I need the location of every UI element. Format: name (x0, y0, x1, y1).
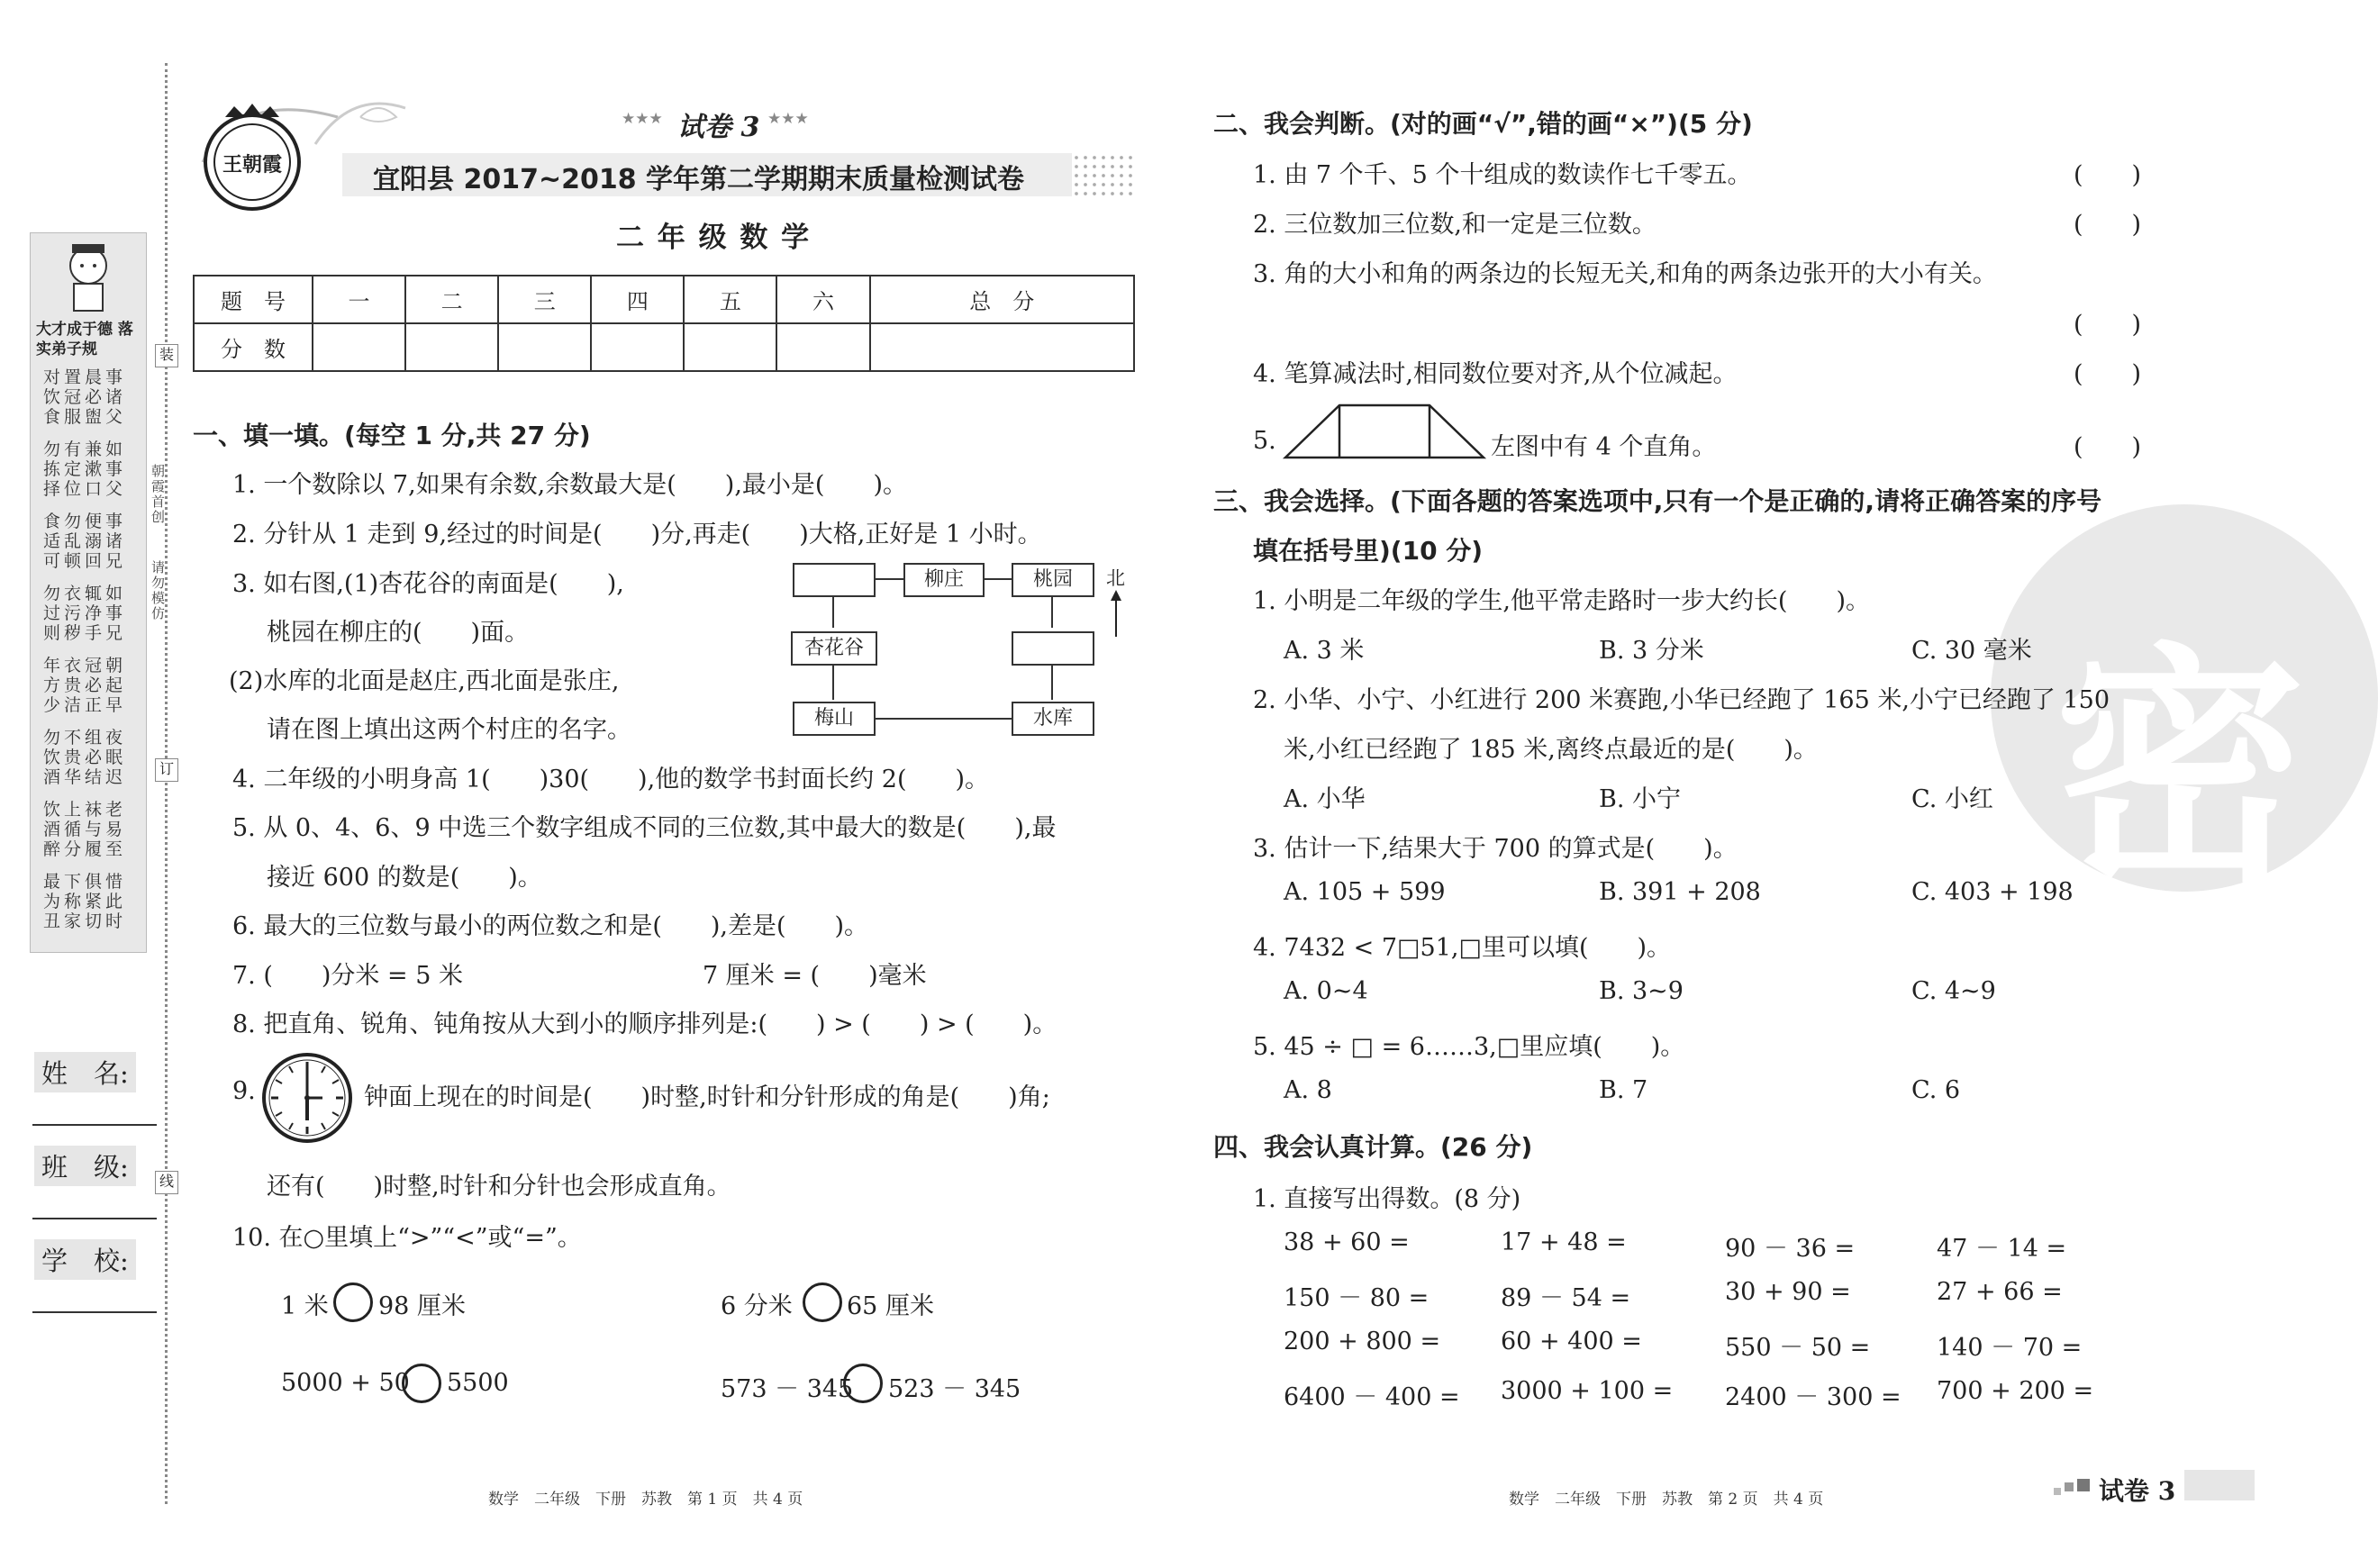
watermark-char: 密 (2054, 623, 2306, 917)
compare-circle-3[interactable] (402, 1364, 441, 1403)
score-table (193, 275, 1135, 372)
score-cell: 二 (405, 276, 498, 323)
s1-question-9b: 还有( )时整,时针和分针也会形成直角。 (267, 1173, 731, 1201)
class-field[interactable] (32, 1218, 157, 1219)
seal-tag: 装 (155, 344, 178, 367)
calc-item: 38 + 60 = (1284, 1228, 1410, 1256)
name-label: 姓 名: (34, 1052, 136, 1092)
s3-question-2a: 2. 小华、小宁、小红进行 200 米赛跑,小华已经跑了 165 米,小宁已经跑了 150 (1253, 686, 2110, 714)
score-input[interactable] (313, 323, 405, 371)
student-cartoon-icon (52, 239, 124, 320)
school-field[interactable] (32, 1311, 157, 1313)
section2-heading: 二、我会判断。(对的画“√”,错的画“×”)(5 分) (1213, 109, 1753, 139)
calc-item: 17 + 48 = (1501, 1228, 1627, 1256)
s1-question-4: 4. 二年级的小明身高 1( )30( ),他的数学书封面长约 2( )。 (232, 766, 990, 793)
title-band-dots (1072, 153, 1135, 196)
s1-question-2: 2. 分针从 1 走到 9,经过的时间是( )分,再走( )大格,正好是 1 小时。 (232, 521, 1042, 548)
s3-q1-option-c[interactable]: C. 30 毫米 (1911, 637, 2032, 665)
trapezoid-figure-icon (1284, 403, 1486, 459)
line-tag: 线 (155, 1171, 178, 1194)
map-blank-zhaozhuang[interactable] (1012, 631, 1094, 666)
s1-question-3c: (2)水库的北面是赵庄,西北面是张庄, (229, 667, 620, 695)
score-input[interactable] (405, 323, 498, 371)
footer-tag-band (2184, 1470, 2255, 1500)
s3-q3-option-b[interactable]: B. 391 + 208 (1599, 878, 1761, 906)
logo-text: 王朝霞 (222, 153, 283, 177)
s2-item-5-number: 5. (1253, 427, 1276, 455)
calc-item: 47 － 14 = (1937, 1235, 2067, 1263)
compare-3-left: 5000 + 50 (281, 1369, 410, 1397)
score-input[interactable] (591, 323, 684, 371)
calc-item: 550 － 50 = (1725, 1334, 1871, 1362)
compare-1-right: 98 厘米 (378, 1292, 466, 1320)
map-meishan: 梅山 (793, 702, 876, 736)
s3-q4-option-a[interactable]: A. 0~4 (1284, 977, 1368, 1005)
s1-question-3d: 请在图上填出这两个村庄的名字。 (267, 716, 631, 744)
s1-question-8: 8. 把直角、锐角、钝角按从大到小的顺序排列是:( ) > ( ) > ( )。 (232, 1011, 1057, 1038)
s1-question-5b: 接近 600 的数是( )。 (267, 864, 542, 892)
school-label: 学 校: (34, 1239, 136, 1280)
s3-question-1: 1. 小明是二年级的学生,他平常走路时一步大约长( )。 (1253, 587, 1870, 615)
map-road (1051, 666, 1053, 700)
calc-item: 60 + 400 = (1501, 1328, 1642, 1355)
bind-tag: 订 (155, 758, 178, 782)
s1-question-9-number: 9. (232, 1077, 256, 1105)
s3-question-4: 4. 7432 < 7□51,□里可以填( )。 (1253, 934, 1672, 962)
score-cell: 总 分 (870, 276, 1134, 323)
copyright-text-2: 请勿模仿 (150, 560, 166, 621)
s1-question-9a: 钟面上现在的时间是( )时整,时针和分针形成的角是( )角; (364, 1083, 1050, 1111)
answer-paren[interactable]: ( ) (2074, 433, 2142, 461)
s2-item-5: 左图中有 4 个直角。 (1491, 433, 1717, 461)
s3-question-5: 5. 45 ÷ □ = 6……3,□里应填( )。 (1253, 1033, 1685, 1061)
compare-circle-4[interactable] (843, 1364, 883, 1403)
s2-item-3: 3. 角的大小和角的两条边的长短无关,和角的两条边张开的大小有关。 (1253, 260, 1997, 288)
compare-circle-1[interactable] (333, 1282, 373, 1322)
score-cell: 五 (684, 276, 776, 323)
s3-q1-option-a[interactable]: A. 3 米 (1284, 637, 1365, 665)
s2-item-1: 1. 由 7 个千、5 个十组成的数读作七千零五。 (1253, 161, 1752, 189)
section4-heading: 四、我会认真计算。(26 分) (1213, 1132, 1533, 1162)
compare-1-left: 1 米 (281, 1292, 329, 1320)
subject-title: 二 年 级 数 学 (616, 222, 812, 254)
s1-question-7a: 7. ( )分米 = 5 米 (232, 962, 463, 990)
map-liuzhuang: 柳庄 (903, 563, 985, 597)
calc-item: 90 － 36 = (1725, 1235, 1856, 1263)
score-input[interactable] (498, 323, 591, 371)
score-cell: 四 (591, 276, 684, 323)
calc-item: 27 + 66 = (1937, 1278, 2063, 1306)
score-input[interactable] (684, 323, 776, 371)
compare-circle-2[interactable] (803, 1282, 842, 1322)
ribbon-icon (306, 90, 414, 153)
score-cell: 分 数 (194, 323, 313, 371)
footer-paper-tag: 试卷 3 (2099, 1476, 2176, 1506)
section3-heading: 三、我会选择。(下面各题的答案选项中,只有一个是正确的,请将正确答案的序号 (1213, 486, 2102, 516)
motto-title: 大才成于德 落实弟子规 (36, 321, 133, 358)
s3-q4-option-c[interactable]: C. 4~9 (1911, 977, 1996, 1005)
motto-grid: 对置晨事 饮冠必诸 食服盥父 勿有兼如 拣定漱事 择位口父 食勿便事 适乱溺诸 可顿回兄 勿衣辄如 过污净事 则秽手兄 年衣冠朝 方贵必起 少洁正早 勿不组夜 饮贵必眠 酒华结迟 饮上袜老 酒循与易 醉分履至 最下俱惜 为称紧此 丑家切时 (43, 367, 127, 931)
s3-q3-option-c[interactable]: C. 403 + 198 (1911, 878, 2074, 906)
calc-item: 150 － 80 = (1284, 1284, 1430, 1312)
star-left-icon: ★★★ (622, 110, 663, 128)
s3-q3-option-a[interactable]: A. 105 + 599 (1284, 878, 1446, 906)
s3-q1-option-b[interactable]: B. 3 分米 (1599, 637, 1704, 665)
map-road (1051, 595, 1053, 628)
answer-paren[interactable]: ( ) (2074, 360, 2142, 388)
exam-title: 宜阳县 2017~2018 学年第二学期期末质量检测试卷 (373, 164, 1025, 195)
map-blank-zhangzhuang[interactable] (793, 563, 876, 597)
calc-item: 140 － 70 = (1937, 1334, 2083, 1362)
s3-q5-option-a[interactable]: A. 8 (1284, 1076, 1332, 1104)
answer-paren[interactable]: ( ) (2074, 311, 2142, 339)
answer-paren[interactable]: ( ) (2074, 211, 2142, 239)
s3-q5-option-c[interactable]: C. 6 (1911, 1076, 1961, 1104)
fold-line (165, 63, 168, 1504)
score-cell: 一 (313, 276, 405, 323)
calc-item: 2400 － 300 = (1725, 1383, 1901, 1411)
s1-question-7b: 7 厘米 = ( )毫米 (703, 962, 927, 990)
s3-q5-option-b[interactable]: B. 7 (1599, 1076, 1648, 1104)
map-shuiku: 水库 (1012, 702, 1094, 736)
compare-3-right: 5500 (447, 1369, 509, 1397)
map-taoyuan: 桃园 (1012, 563, 1094, 597)
name-field[interactable] (32, 1124, 157, 1126)
s3-q2-option-a[interactable]: A. 小华 (1284, 785, 1366, 813)
s3-q4-option-b[interactable]: B. 3~9 (1599, 977, 1684, 1005)
answer-paren[interactable]: ( ) (2074, 161, 2142, 189)
map-road (832, 595, 834, 628)
class-label: 班 级: (34, 1146, 136, 1186)
footer-left: 数学 二年级 下册 苏教 第 1 页 共 4 页 (488, 1491, 803, 1509)
score-input[interactable] (776, 323, 869, 371)
calc-item: 89 － 54 = (1501, 1284, 1631, 1312)
paper-tag: 试卷 3 (677, 112, 760, 143)
s1-question-5a: 5. 从 0、4、6、9 中选三个数字组成不同的三位数,其中最大的数是( ),最 (232, 814, 1057, 842)
s3-q2-option-c[interactable]: C. 小红 (1911, 785, 1993, 813)
s3-question-3: 3. 估计一下,结果大于 700 的算式是( )。 (1253, 835, 1738, 863)
calc-item: 3000 + 100 = (1501, 1377, 1674, 1405)
compare-2-right: 65 厘米 (847, 1292, 934, 1320)
s2-item-4: 4. 笔算减法时,相同数位要对齐,从个位减起。 (1253, 360, 1738, 388)
section3-heading-2: 填在括号里)(10 分) (1253, 536, 1484, 566)
star-right-icon: ★★★ (767, 110, 809, 128)
north-arrow-icon (1110, 590, 1122, 637)
s4-subheading-1: 1. 直接写出得数。(8 分) (1253, 1185, 1521, 1213)
s2-item-2: 2. 三位数加三位数,和一定是三位数。 (1253, 211, 1656, 239)
footer-squares-icon (2054, 1477, 2092, 1499)
score-cell: 三 (498, 276, 591, 323)
compare-2-left: 6 分米 (721, 1292, 793, 1320)
score-input[interactable] (870, 323, 1134, 371)
score-cell: 六 (776, 276, 869, 323)
copyright-text-1: 朝霞首创 (150, 464, 166, 525)
map-xinghuagu: 杏花谷 (791, 631, 877, 666)
s3-q2-option-b[interactable]: B. 小宁 (1599, 785, 1682, 813)
s1-question-1: 1. 一个数除以 7,如果有余数,余数最大是( ),最小是( )。 (232, 471, 907, 499)
map-north-label: 北 (1106, 567, 1125, 589)
clock-icon (261, 1052, 353, 1144)
s3-question-2b: 米,小红已经跑了 185 米,离终点最近的是( )。 (1284, 736, 1818, 764)
score-table-score-row (194, 323, 1134, 371)
compare-4-left: 573 － 345 (721, 1375, 854, 1403)
calc-item: 200 + 800 = (1284, 1328, 1441, 1355)
s1-question-3b: 桃园在柳庄的( )面。 (267, 619, 530, 647)
calc-item: 30 + 90 = (1725, 1278, 1851, 1306)
s1-question-3a: 3. 如右图,(1)杏花谷的南面是( ), (232, 570, 624, 598)
calc-item: 6400 － 400 = (1284, 1383, 1460, 1411)
footer-right: 数学 二年级 下册 苏教 第 2 页 共 4 页 (1509, 1491, 1824, 1509)
s1-question-6: 6. 最大的三位数与最小的两位数之和是( ),差是( )。 (232, 912, 869, 940)
score-cell: 题 号 (194, 276, 313, 323)
section1-heading: 一、填一填。(每空 1 分,共 27 分) (193, 421, 591, 450)
s1-question-10: 10. 在○里填上“>”“<”或“=”。 (232, 1224, 582, 1252)
map-road (832, 666, 834, 700)
score-table-header-row (194, 276, 1134, 323)
calc-item: 700 + 200 = (1937, 1377, 2094, 1405)
map-road (871, 718, 1012, 720)
compare-4-right: 523 － 345 (888, 1375, 1021, 1403)
